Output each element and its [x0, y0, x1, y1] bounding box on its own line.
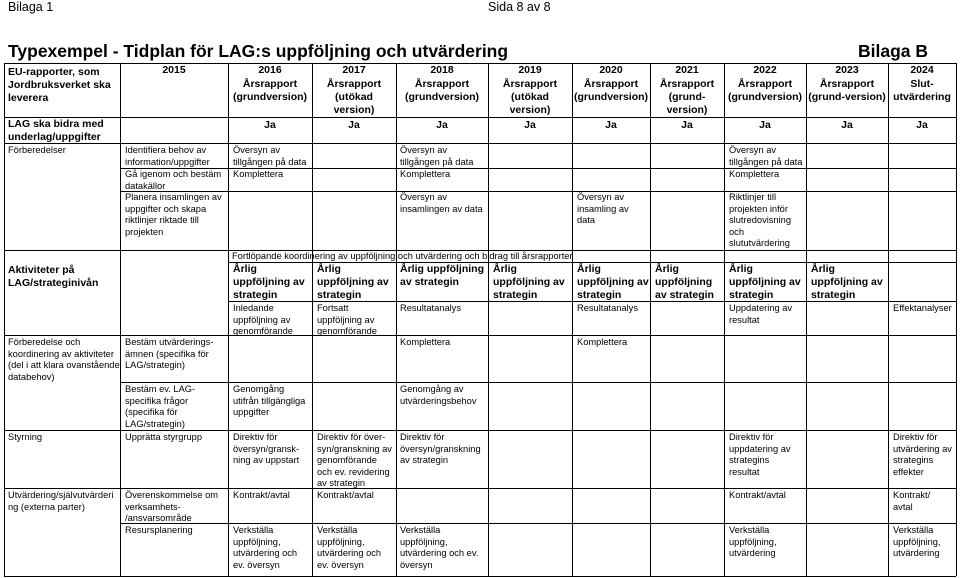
task-cell: Bestäm ev. LAG- specifika frågor (specifika för LAG/strategin) — [125, 384, 196, 429]
schedule-cell: Resultatanalys — [577, 303, 638, 313]
ja-mark: Ja — [348, 119, 360, 131]
ja-mark: Ja — [841, 119, 853, 131]
task-cell: Planera insamlingen av uppgifter och skapa riktlinjer riktade till projekten — [125, 192, 222, 237]
schedule-cell: Kontrakt/avtal — [233, 490, 290, 500]
task-cell: Gå igenom och bestäm datakällor — [125, 169, 222, 191]
schedule-cell: Direktiv för utvärdering av strategins effekter — [893, 432, 952, 477]
annual-followup: Årlig uppföljning av strategin — [811, 263, 883, 302]
row-divider — [120, 191, 956, 192]
year-label: 2015 — [162, 64, 186, 76]
annual-followup: Årlig uppföljning av strategin — [493, 263, 565, 302]
page-number: Sida 8 av 8 — [488, 0, 551, 14]
col-divider — [228, 63, 229, 576]
schedule-cell: Översyn av tillgången på data — [400, 145, 474, 167]
lag-contribution-label: LAG ska bidra med underlag/uppgifter — [8, 118, 104, 144]
schedule-cell: Genomgång utifrån tillgängliga uppgifter — [233, 384, 306, 418]
year-label: 2019 — [518, 64, 542, 76]
schedule-cell: Effektanalyser — [893, 303, 952, 313]
schedule-cell: Kontrakt/ avtal — [893, 490, 931, 512]
report-type: Årsrapport (utökad version) — [502, 78, 558, 117]
schedule-cell: Direktiv för uppdatering av strategins resultat — [729, 432, 791, 477]
section-label-evaluation: Utvärdering/självutvärderi ng (externa parter) — [8, 490, 114, 512]
report-type: Årsrapport (grundversion) — [727, 78, 803, 104]
schedule-cell: Verkställa uppföljning, utvärdering och ev. översyn — [400, 525, 479, 570]
report-type: Årsrapport (utökad version) — [326, 78, 382, 117]
year-label: 2016 — [258, 64, 282, 76]
schedule-cell: Komplettera — [729, 169, 780, 179]
col-divider — [724, 63, 725, 576]
schedule-cell: Översyn av insamling av data — [577, 192, 629, 226]
year-label: 2017 — [342, 64, 366, 76]
annual-followup: Årlig uppföljning av strategin — [317, 263, 389, 302]
task-cell: Identifiera behov av information/uppgifter — [125, 145, 210, 167]
col-divider — [396, 63, 397, 576]
schedule-cell: Verkställa uppföljning, utvärdering — [893, 525, 941, 559]
section-label-coordination: Förberedelse och koordinering av aktiviteter (del i att klara ovanstående databehov) — [8, 337, 120, 382]
schedule-cell: Kontrakt/avtal — [729, 490, 786, 500]
task-cell: Resursplanering — [125, 525, 193, 535]
schedule-cell: Översyn av insamlingen av data — [400, 192, 483, 214]
ja-mark: Ja — [916, 119, 928, 131]
schedule-cell: Direktiv för översyn/granskning av strategin — [400, 432, 481, 466]
task-cell: Bestäm utvärderings- ämnen (specifika för LAG/strategin) — [125, 337, 214, 371]
attachment-label: Bilaga B — [858, 41, 929, 61]
report-type: Årsrapport (grundversion) — [404, 78, 480, 104]
annual-followup: Årlig uppföljning av strategin — [400, 263, 484, 289]
continuous-coordination: Fortlöpande koordinering av uppföljning och utvärdering och bidrag till årsrapporter — [232, 251, 573, 261]
task-cell: Upprätta styrgrupp — [125, 432, 202, 442]
col-divider — [650, 63, 651, 576]
year-label: 2021 — [675, 64, 699, 76]
col-divider — [888, 63, 889, 576]
schedule-cell: Kontrakt/avtal — [317, 490, 374, 500]
section-label-preparations: Förberedelser — [8, 145, 66, 155]
table-border-bottom — [4, 576, 956, 577]
col-divider — [120, 63, 121, 576]
schedule-cell: Verkställa uppföljning, utvärdering — [729, 525, 777, 559]
year-label: 2022 — [753, 64, 777, 76]
row-divider — [4, 117, 956, 118]
schedule-cell: Komplettera — [400, 337, 451, 347]
schedule-cell: Komplettera — [400, 169, 451, 179]
schedule-cell: Verkställa uppföljning, utvärdering och ev. översyn — [317, 525, 382, 570]
page-header-left: Bilaga 1 — [8, 0, 54, 14]
schedule-cell: Fortsatt uppföljning av genomförande — [317, 303, 377, 337]
ja-mark: Ja — [759, 119, 771, 131]
schedule-cell: Komplettera — [577, 337, 628, 347]
section-label-activities: Aktiviteter på LAG/strateginivån — [8, 264, 99, 290]
task-cell: Överenskommelse om verksamhets- /ansvarsområde — [125, 490, 218, 524]
year-label: 2018 — [430, 64, 454, 76]
col-divider — [956, 63, 957, 576]
row-divider — [4, 143, 956, 144]
header-eu-reports: EU-rapporter, som Jordbruksverket ska leverera — [8, 66, 111, 105]
ja-mark: Ja — [605, 119, 617, 131]
schedule-cell: Riktlinjer till projekten inför slutredovisning och slututvärdering — [729, 192, 792, 249]
schedule-cell: Komplettera — [233, 169, 284, 179]
col-divider — [488, 63, 489, 576]
report-type: Årsrapport (grundversion) — [232, 78, 308, 104]
ja-mark: Ja — [681, 119, 693, 131]
annual-followup: Årlig uppföljning av strategin — [233, 263, 305, 302]
col-divider — [312, 63, 313, 576]
report-type: Årsrapport (grundversion) — [573, 78, 649, 104]
schedule-cell: Direktiv för översyn/gransk- ning av uppstart — [233, 432, 300, 466]
year-label: 2024 — [910, 64, 934, 76]
row-divider — [120, 382, 956, 383]
schedule-cell: Uppdatering av resultat — [729, 303, 793, 325]
ja-mark: Ja — [524, 119, 536, 131]
ja-mark: Ja — [264, 119, 276, 131]
ja-mark: Ja — [436, 119, 448, 131]
report-type: Slut- utvärdering — [893, 78, 951, 104]
annual-followup: Årlig uppföljning av strategin — [729, 263, 801, 302]
row-divider — [4, 335, 956, 336]
section-label-governance: Styrning — [8, 432, 43, 442]
year-label: 2020 — [599, 64, 623, 76]
year-label: 2023 — [835, 64, 859, 76]
annual-followup: Årlig uppföljning av strategin — [577, 263, 649, 302]
col-divider — [4, 63, 5, 576]
document-title: Typexempel - Tidplan för LAG:s uppföljning och utvärdering — [8, 41, 509, 61]
report-type: Årsrapport (grund- version) — [659, 78, 715, 117]
schedule-cell: Verkställa uppföljning, utvärdering och ev. översyn — [233, 525, 298, 570]
col-divider — [572, 63, 573, 576]
schedule-cell: Inledande uppföljning av genomförande — [233, 303, 293, 337]
report-type: Årsrapport (grund-version) — [808, 78, 886, 104]
row-divider — [4, 488, 956, 489]
schedule-cell: Resultatanalys — [400, 303, 461, 313]
col-divider — [806, 63, 807, 576]
row-divider — [120, 523, 956, 524]
schedule-cell: Översyn av tillgången på data — [729, 145, 803, 167]
annual-followup: Årlig uppföljning av strategin — [655, 263, 714, 302]
schedule-cell: Genomgång av utvärderingsbehov — [400, 384, 477, 406]
schedule-cell: Direktiv för över- syn/granskning av genomförande och ev. revidering av strategin — [317, 432, 392, 489]
schedule-cell: Översyn av tillgången på data — [233, 145, 307, 167]
